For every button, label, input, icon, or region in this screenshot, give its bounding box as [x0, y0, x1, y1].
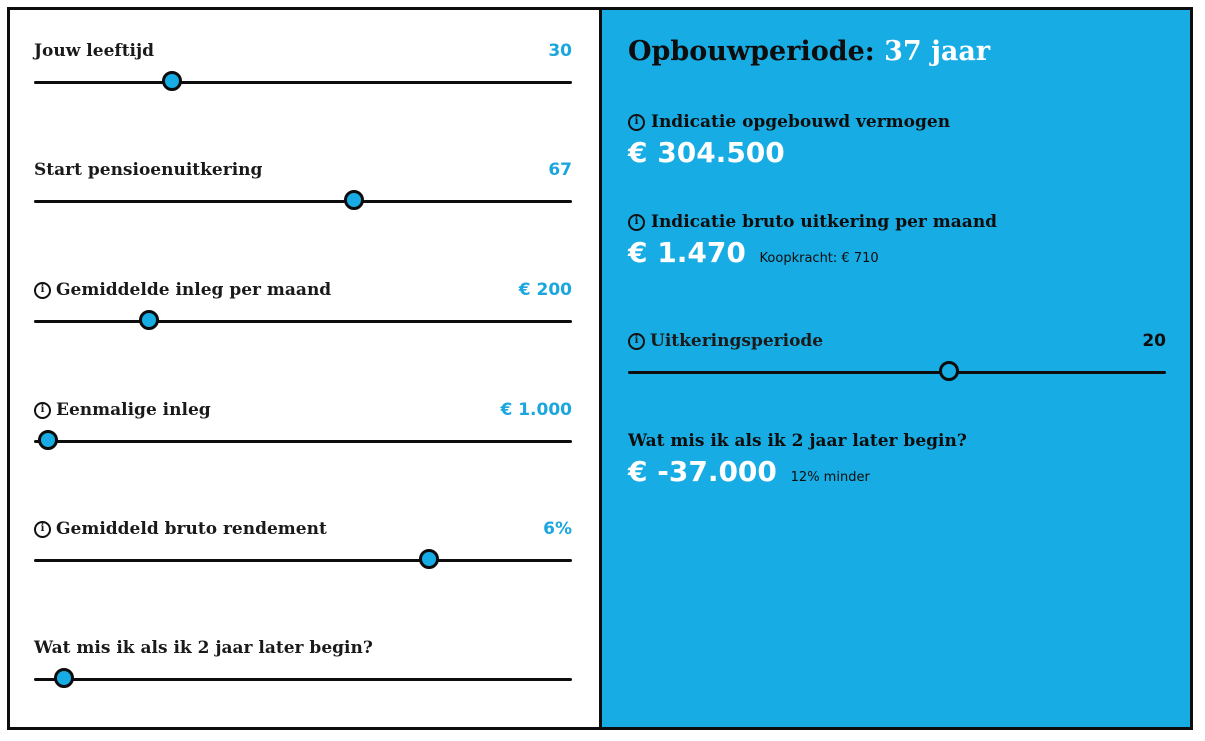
info-icon[interactable]: i: [34, 402, 51, 419]
delay-result-note: 12% minder: [790, 470, 870, 485]
slider-row-one-time-deposit: [34, 399, 572, 469]
slider-row-delay: [34, 637, 572, 707]
one-time-deposit-label: Eenmalige inleg: [56, 400, 211, 420]
delay-slider-track[interactable]: [34, 678, 572, 681]
one-time-deposit-slider-thumb[interactable]: [38, 430, 58, 450]
delay-result-block: [628, 431, 967, 488]
delay-result-label: Wat mis ik als ik 2 jaar later begin?: [628, 431, 967, 451]
payout-label: Indicatie bruto uitkering per maand: [651, 212, 998, 232]
info-icon[interactable]: i: [628, 333, 645, 350]
info-icon[interactable]: i: [34, 282, 51, 299]
return-slider-track[interactable]: [34, 559, 572, 562]
payout-period-slider-thumb[interactable]: [939, 361, 959, 381]
monthly-deposit-value: € 200: [518, 280, 572, 300]
calculator-frame: [7, 7, 1193, 730]
build-up-period-value: 37 jaar: [884, 36, 991, 67]
slider-row-pension-start: [34, 159, 572, 229]
one-time-deposit-slider-track[interactable]: [34, 440, 572, 443]
age-label: Jouw leeftijd: [34, 41, 155, 61]
payout-block: [628, 212, 997, 269]
age-slider-thumb[interactable]: [162, 71, 182, 91]
build-up-period-title: [628, 36, 990, 67]
info-icon[interactable]: i: [628, 114, 645, 131]
purchasing-power: Koopkracht: € 710: [759, 251, 879, 266]
capital-label: Indicatie opgebouwd vermogen: [651, 112, 951, 132]
delay-result-value: € -37.000: [628, 455, 777, 488]
return-slider-thumb[interactable]: [419, 549, 439, 569]
pension-start-label: Start pensioenuitkering: [34, 160, 263, 180]
slider-row-monthly-deposit: [34, 279, 572, 349]
age-slider-track[interactable]: [34, 81, 572, 84]
inputs-panel: [10, 10, 599, 727]
pension-start-slider-track[interactable]: [34, 200, 572, 203]
slider-row-payout-period: [628, 330, 1166, 400]
payout-period-label: Uitkeringsperiode: [650, 331, 824, 351]
one-time-deposit-value: € 1.000: [500, 400, 572, 420]
age-value: 30: [548, 41, 572, 61]
return-value: 6%: [543, 519, 572, 539]
slider-row-age: [34, 40, 572, 110]
monthly-deposit-slider-thumb[interactable]: [139, 310, 159, 330]
results-panel: [599, 10, 1190, 727]
payout-value: € 1.470: [628, 236, 746, 269]
payout-period-slider-track[interactable]: [628, 371, 1166, 374]
info-icon[interactable]: i: [628, 214, 645, 231]
capital-block: [628, 112, 950, 169]
info-icon[interactable]: i: [34, 521, 51, 538]
build-up-period-label: Opbouwperiode:: [628, 36, 875, 67]
monthly-deposit-slider-track[interactable]: [34, 320, 572, 323]
slider-row-return: [34, 518, 572, 588]
delay-slider-thumb[interactable]: [54, 668, 74, 688]
payout-period-value: 20: [1142, 331, 1166, 351]
pension-start-slider-thumb[interactable]: [344, 190, 364, 210]
monthly-deposit-label: Gemiddelde inleg per maand: [56, 280, 332, 300]
delay-label: Wat mis ik als ik 2 jaar later begin?: [34, 638, 373, 658]
return-label: Gemiddeld bruto rendement: [56, 519, 327, 539]
capital-value: € 304.500: [628, 136, 785, 169]
pension-start-value: 67: [548, 160, 572, 180]
